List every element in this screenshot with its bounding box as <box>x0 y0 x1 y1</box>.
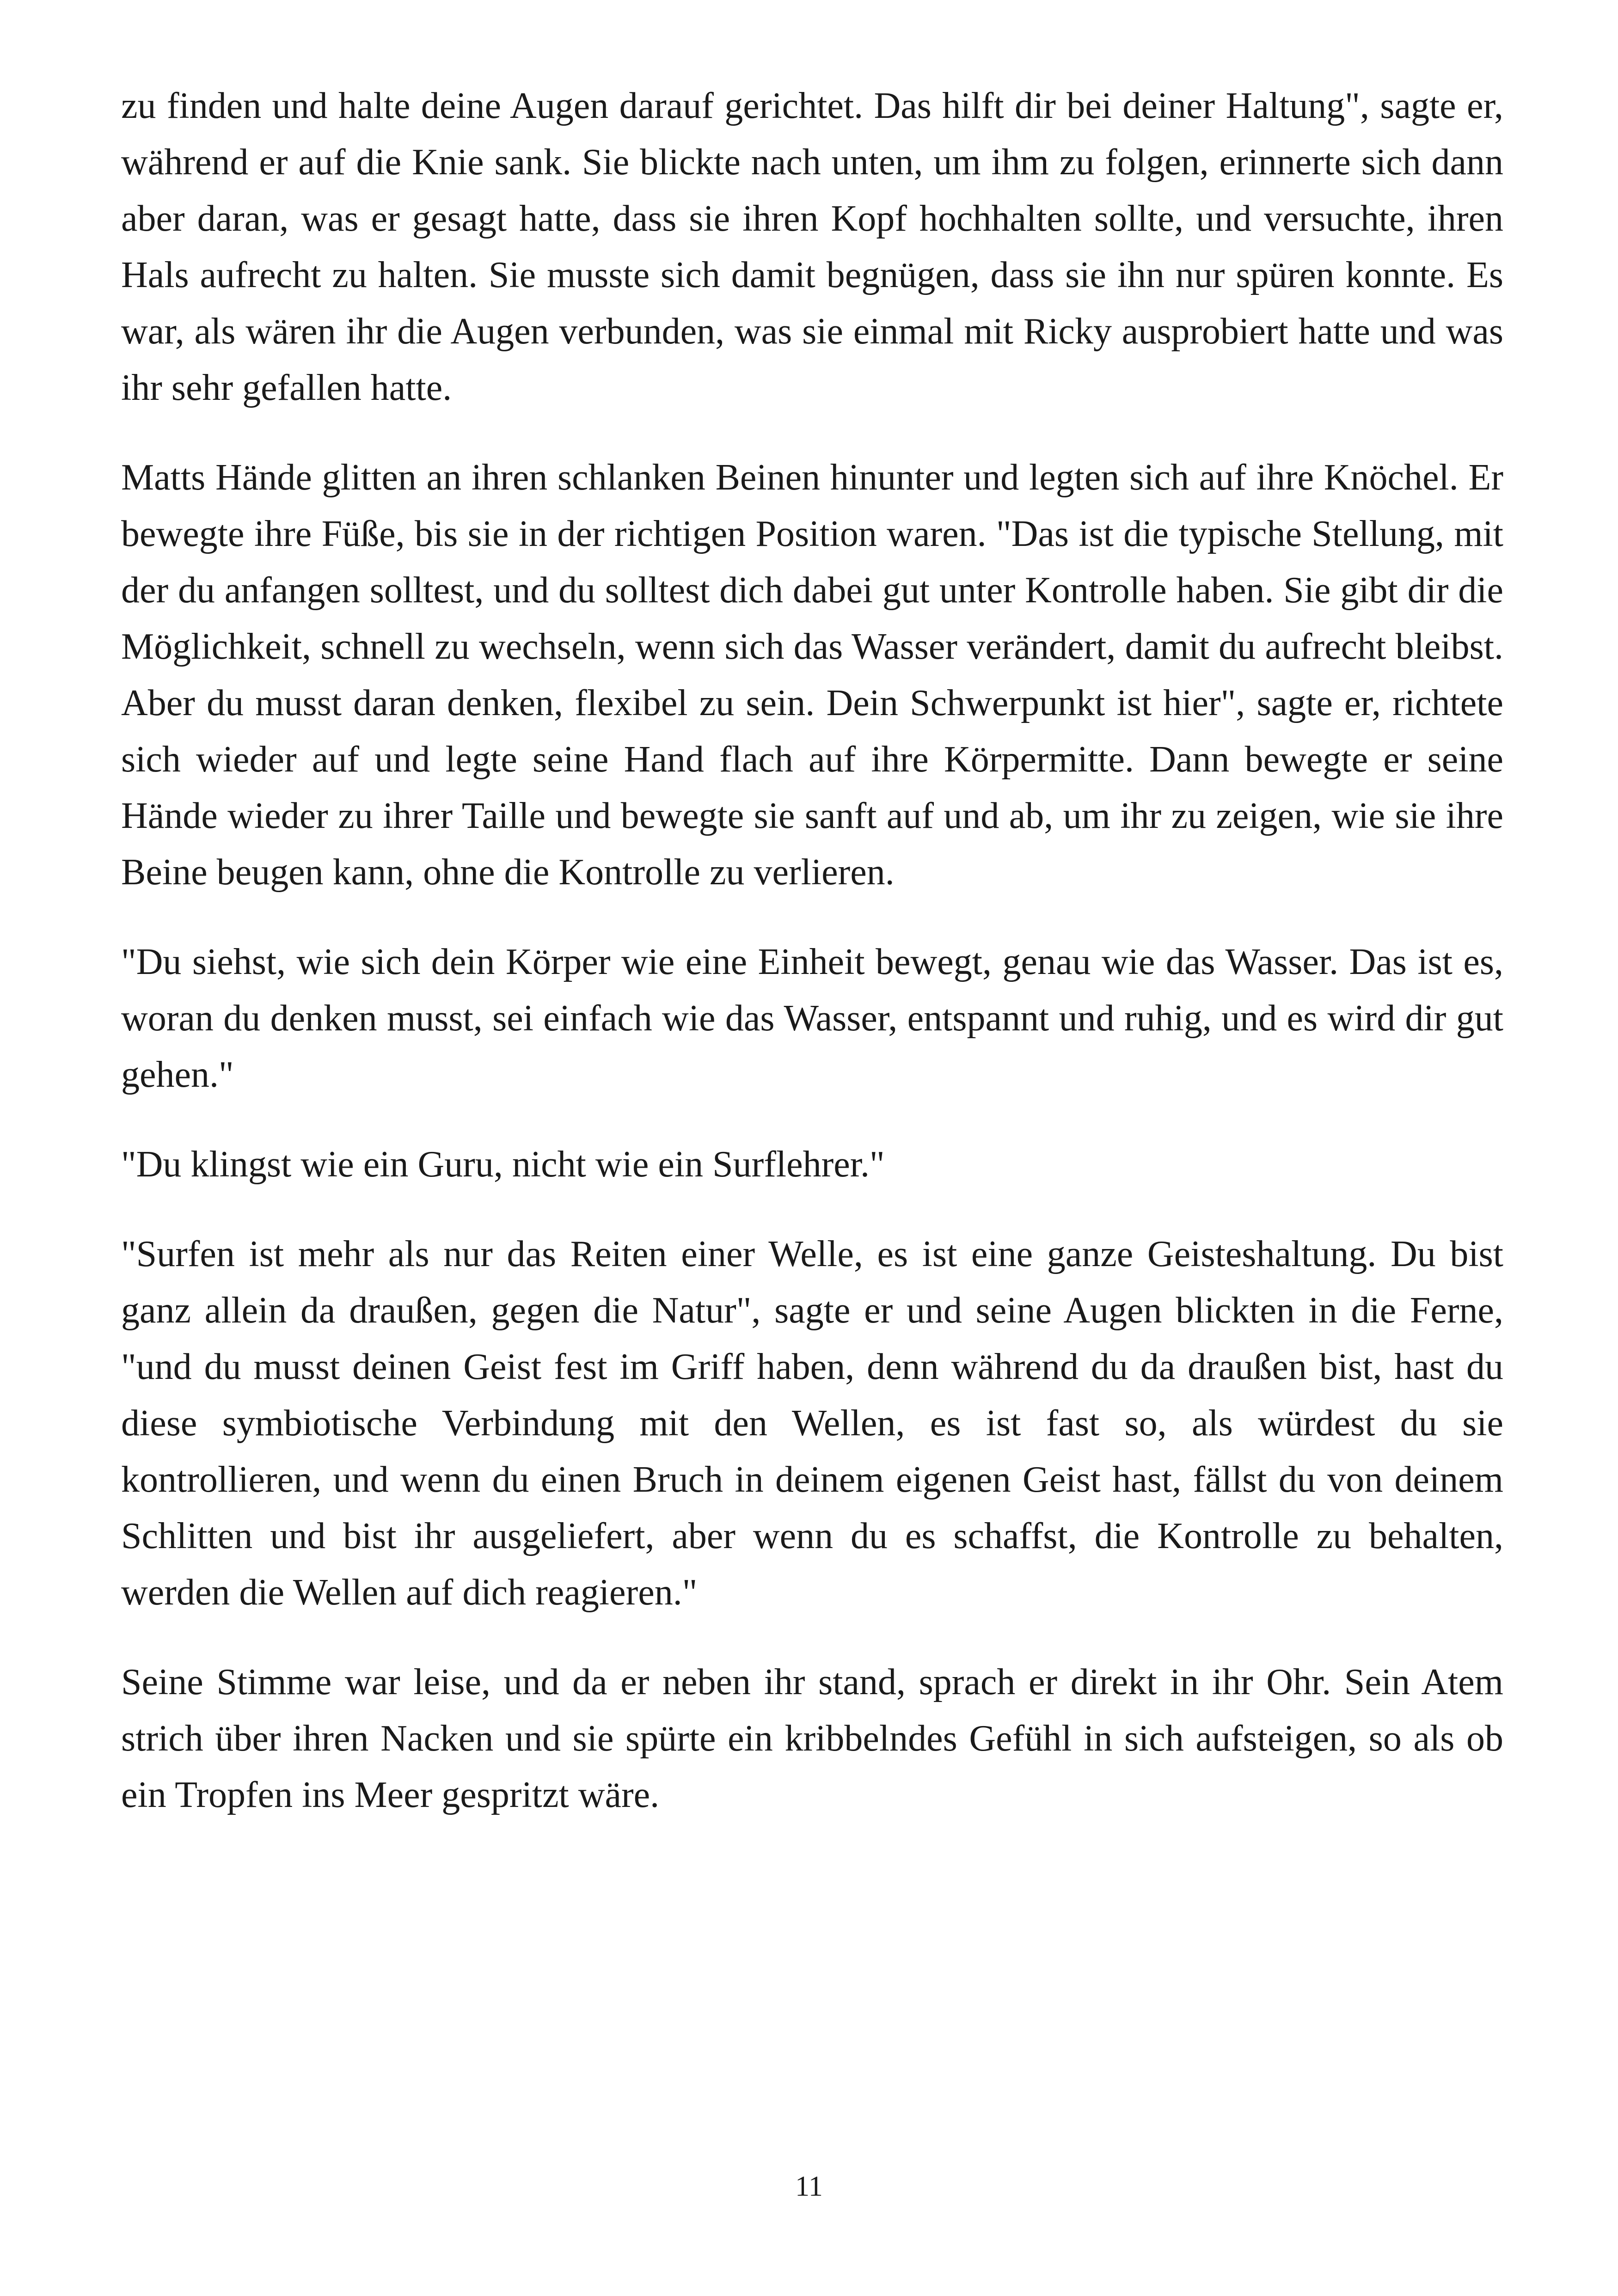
paragraph: Matts Hände glitten an ihren schlanken Beinen hinunter und legten sich auf ihre Knöchel. Er bewegte ihre Füße, bis sie in der richtigen Position waren. "Das ist die typische Stellung, mit der du anfangen solltest, und du solltest dich dabei gut unter Kontrolle haben. Sie gibt dir die Möglichkeit, schnell zu wechseln, wenn sich das Wasser verändert, damit du aufrecht bleibst. Aber du musst daran denken, flexibel zu sein. Dein Schwerpunkt ist hier", sagte er, richtete sich wieder auf und legte seine Hand flach auf ihre Körpermitte. Dann bewegte er seine Hände wieder zu ihrer Taille und bewegte sie sanft auf und ab, um ihr zu zeigen, wie sie ihre Beine beugen kann, ohne die Kontrolle zu verlieren. <box>121 457 1503 893</box>
paragraph: "Surfen ist mehr als nur das Reiten einer Welle, es ist eine ganze Geisteshaltung. Du bist ganz allein da draußen, gegen die Natur", sagte er und seine Augen blickten in die Ferne, "und du musst deinen Geist fest im Griff haben, denn während du da draußen bist, hast du diese symbiotische Verbindung mit den Wellen, es ist fast so, als würdest du sie kontrollieren, und wenn du einen Bruch in deinem eigenen Geist hast, fällst du von deinem Schlitten und bist ihr ausgeliefert, aber wenn du es schaffst, die Kontrolle zu behalten, werden die Wellen auf dich reagieren." <box>121 1234 1503 1613</box>
paragraph: zu finden und halte deine Augen darauf gerichtet. Das hilft dir bei deiner Haltung", sagte er, während er auf die Knie sank. Sie blickte nach unten, um ihm zu folgen, erinnerte sich dann aber daran, was er gesagt hatte, dass sie ihren Kopf hochhalten sollte, und versuchte, ihren Hals aufrecht zu halten. Sie musste sich damit begnügen, dass sie ihn nur spüren konnte. Es war, als wären ihr die Augen verbunden, was sie einmal mit Ricky ausprobiert hatte und was ihr sehr gefallen hatte. <box>121 86 1503 408</box>
paragraph: "Du klingst wie ein Guru, nicht wie ein Surflehrer." <box>121 1144 885 1185</box>
body-text <box>121 78 1503 1823</box>
paragraph: "Du siehst, wie sich dein Körper wie eine Einheit bewegt, genau wie das Wasser. Das ist es, woran du denken musst, sei einfach wie das Wasser, entspannt und ruhig, und es wird dir gut gehen." <box>121 942 1503 1095</box>
paragraph: Seine Stimme war leise, und da er neben ihr stand, sprach er direkt in ihr Ohr. Sein Atem strich über ihren Nacken und sie spürte ein kribbelndes Gefühl in sich aufsteigen, so als ob ein Tropfen ins Meer gespritzt wäre. <box>121 1662 1503 1815</box>
page-number: 11 <box>795 2171 823 2202</box>
